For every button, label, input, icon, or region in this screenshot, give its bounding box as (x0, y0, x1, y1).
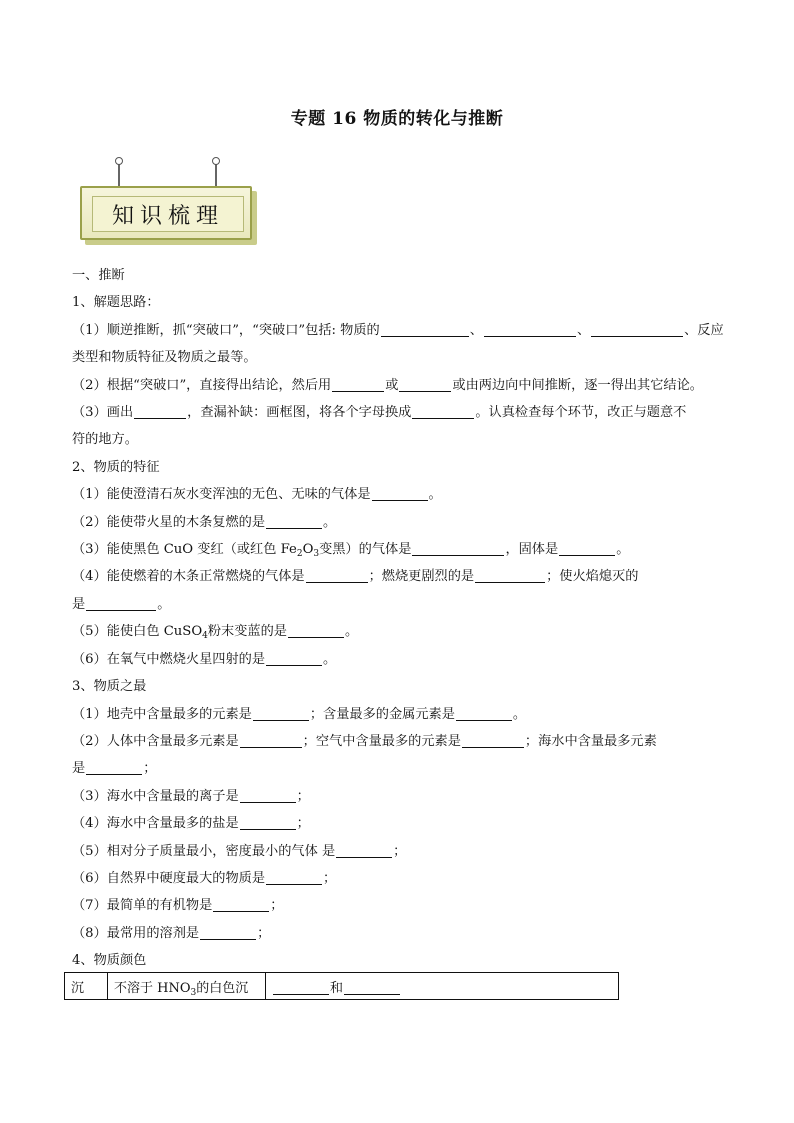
hanging-pin-right (215, 160, 217, 188)
paragraph-line: 类型和物质特征及物质之最等。 (72, 350, 257, 366)
list-item: （2）人体中含量最多元素是 ；空气中含量最多的元素是 ；海水中含量最多元素 (72, 733, 657, 749)
fill-blank[interactable] (484, 335, 576, 337)
list-item: （3）能使黑色 CuO 变红（或红色 $Fe_2O_3$变黑）的气体是 ，固体是 。 (72, 542, 630, 560)
document-body (72, 262, 732, 975)
paragraph-line: （3）画出 ，查漏补缺：画框图，将各个字母换成 。认真检查每个环节，改正与题意不 (72, 405, 687, 421)
knowledge-summary-sign (80, 160, 256, 242)
list-item: （8）最常用的溶剂是 ； (72, 925, 271, 941)
fill-blank[interactable] (306, 581, 368, 583)
fill-blank[interactable] (456, 719, 512, 721)
fill-blank[interactable] (273, 993, 329, 995)
fill-blank[interactable] (266, 883, 322, 885)
fill-blank[interactable] (399, 390, 451, 392)
table-cell: 沉 (65, 973, 108, 1000)
fill-blank[interactable] (266, 527, 322, 529)
fill-blank[interactable] (200, 938, 256, 940)
section-heading: 2、物质的特征 (72, 459, 160, 475)
fill-blank[interactable] (372, 499, 428, 501)
list-item: （7）最简单的有机物是 ； (72, 898, 284, 914)
color-table (64, 972, 619, 1000)
list-item: （4）海水中含量最多的盐是 ； (72, 816, 310, 832)
list-item: （1）地壳中含量最多的元素是 ；含量最多的金属元素是 。 (72, 706, 527, 722)
fill-blank[interactable] (253, 719, 309, 721)
fill-blank[interactable] (336, 856, 392, 858)
section-heading: 4、物质颜色 (72, 953, 147, 969)
paragraph-line: （2）根据“突破口”，直接得出结论，然后用 或 或由两边向中间推断，逐一得出其它结论。 (72, 377, 703, 393)
page-title: 专题 16 物质的转化与推断 (290, 109, 504, 129)
paragraph-line: （1）顺逆推断，抓“突破口”，“突破口”包括: 物质的 、 、 、反应 (72, 322, 724, 338)
paragraph-line: 符的地方。 (72, 432, 138, 448)
section-heading: 3、物质之最 (72, 679, 147, 695)
fill-blank[interactable] (86, 773, 142, 775)
fill-blank[interactable] (86, 609, 156, 611)
section-heading: 一、推断 (72, 268, 125, 283)
sign-label: 知识梳理 (92, 196, 244, 232)
list-item: （6）自然界中硬度最大的物质是 ； (72, 870, 337, 886)
fill-blank[interactable] (240, 746, 302, 748)
list-item: （2）能使带火星的木条复燃的是 。 (72, 514, 337, 530)
fill-blank[interactable] (591, 335, 683, 337)
subsection-heading: 1、解题思路： (72, 295, 160, 311)
table-cell: 和 (266, 973, 619, 1000)
table-cell: 不溶于 $HNO_3$的白色沉 (108, 973, 266, 1000)
fill-blank[interactable] (412, 417, 474, 419)
list-item: 是 。 (72, 596, 171, 612)
fill-blank[interactable] (240, 801, 296, 803)
fill-blank[interactable] (213, 910, 269, 912)
list-item: （6）在氧气中燃烧火星四射的是 。 (72, 651, 337, 667)
fill-blank[interactable] (332, 390, 384, 392)
fill-blank[interactable] (462, 746, 524, 748)
hanging-pin-left (118, 160, 120, 188)
fill-blank[interactable] (266, 664, 322, 666)
fill-blank[interactable] (240, 828, 296, 830)
fill-blank[interactable] (381, 335, 469, 337)
sign-board (80, 186, 252, 240)
fill-blank[interactable] (475, 581, 545, 583)
fill-blank[interactable] (412, 554, 504, 556)
table-row (65, 973, 619, 1000)
list-item: （3）海水中含量最的离子是 ； (72, 788, 310, 804)
list-item: （5）相对分子质量最小，密度最小的气体 是 ； (72, 843, 407, 859)
list-item: 是 ； (72, 761, 157, 777)
fill-blank[interactable] (288, 636, 344, 638)
list-item: （5）能使白色 CuSO$_4$粉末变蓝的是 。 (72, 624, 359, 642)
list-item: （1）能使澄清石灰水变浑浊的无色、无味的气体是 。 (72, 487, 442, 503)
list-item: （4）能使燃着的木条正常燃烧的气体是 ；燃烧更剧烈的是 ；使火焰熄灭的 (72, 569, 639, 585)
fill-blank[interactable] (344, 993, 400, 995)
fill-blank[interactable] (134, 417, 186, 419)
fill-blank[interactable] (559, 554, 615, 556)
